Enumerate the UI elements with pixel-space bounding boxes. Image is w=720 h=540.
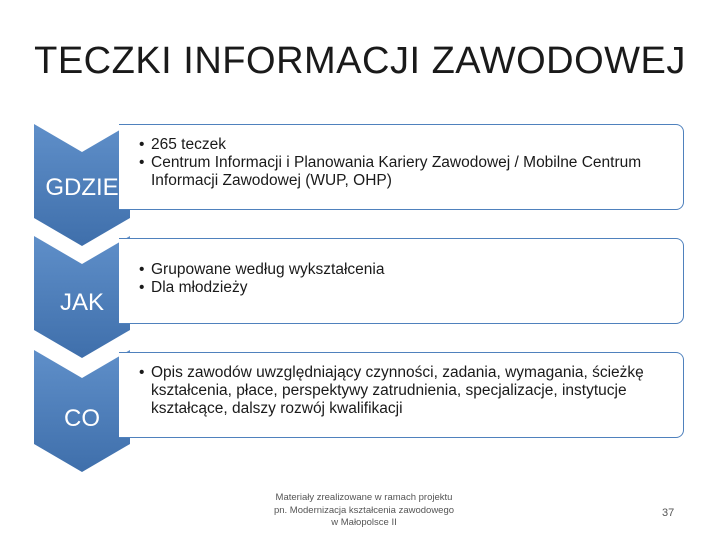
slide-title: TECZKI INFORMACJI ZAWODOWEJ xyxy=(34,40,686,82)
footer-credit-line: Materiały zrealizowane w ramach projektu xyxy=(275,492,453,503)
chevron-co xyxy=(34,350,130,472)
footer-credit-line: pn. Modernizacja kształcenia zawodowego xyxy=(273,504,455,516)
chevron-label-jak: JAK xyxy=(59,289,104,316)
bullet-item: • 265 teczek xyxy=(119,136,683,154)
bullet-item: • Centrum Informacji i Planowania Kariery Zawodowej / Mobilne Centrum Informacji Zawodowej (WUP, OHP) xyxy=(119,154,683,190)
content-box-co xyxy=(119,352,684,438)
content-box-gdzie xyxy=(119,124,684,210)
page-number: 37 xyxy=(662,507,675,519)
bullet-item: • Opis zawodów uwzględniający czynności, zadania, wymagania, ścieżkę kształcenia, płace, perspektywy zatrudnienia, specjalizacje, instytucje kształcące, dalszy rozwój kwalifikacji xyxy=(119,364,683,418)
bullet-item: • Grupowane według wykształcenia xyxy=(119,261,683,279)
chevron-gdzie xyxy=(34,124,130,246)
bullet-list-co xyxy=(119,364,683,418)
chevron-label-co: CO xyxy=(64,405,100,432)
chevron-label-gdzie: GDZIE xyxy=(45,174,119,201)
footer-credit-line: w Małopolsce II xyxy=(331,517,397,528)
footer-credit xyxy=(250,492,478,530)
bullet-item: • Dla młodzieży xyxy=(119,279,683,297)
chevron-jak xyxy=(34,236,130,358)
bullet-list-gdzie xyxy=(119,136,683,190)
bullet-list-jak xyxy=(119,261,683,297)
content-box-jak xyxy=(119,238,684,324)
